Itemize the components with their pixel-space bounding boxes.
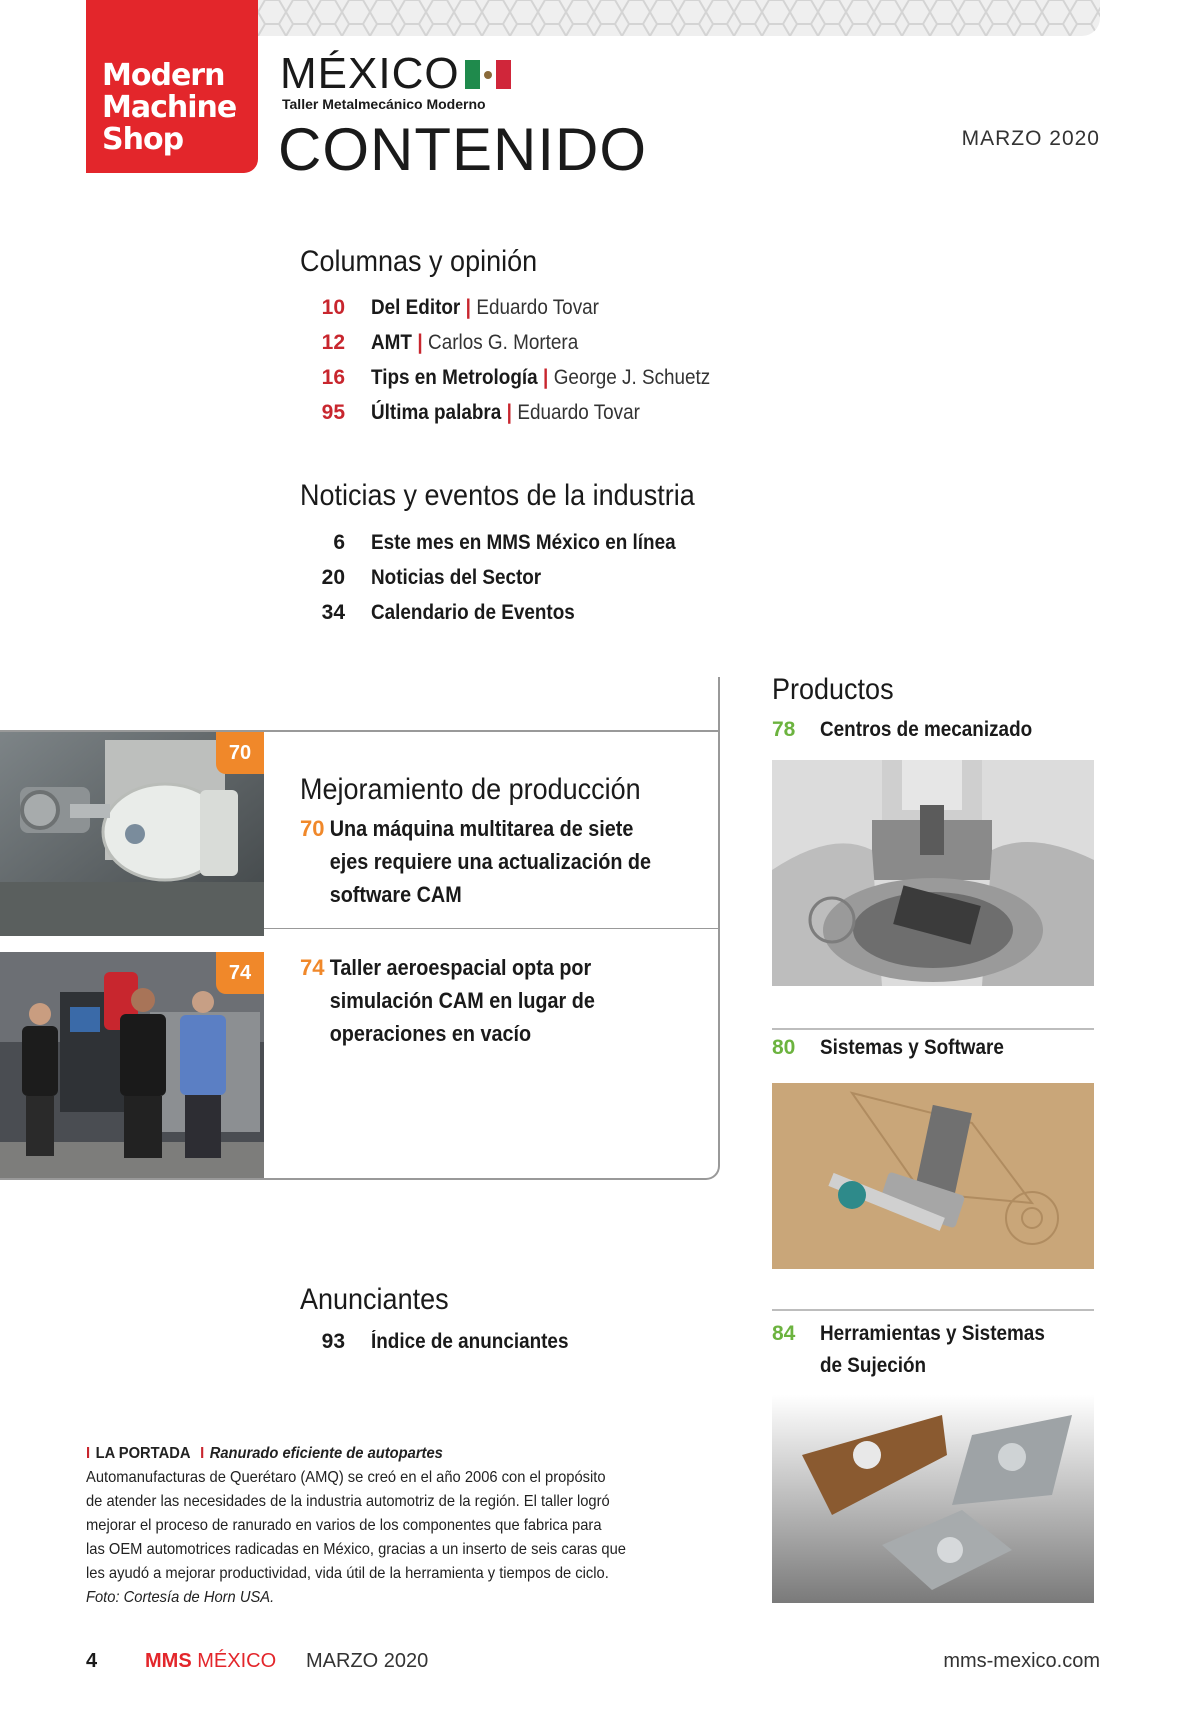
toc-page-number: 6 — [333, 531, 345, 554]
toc-title-text: AMT — [371, 331, 412, 354]
edition-title: MÉXICO — [280, 49, 460, 98]
product-item[interactable] — [772, 1318, 1070, 1382]
product-divider — [772, 1309, 1094, 1311]
product-photo-software[interactable] — [772, 1083, 1094, 1269]
toc-author: Eduardo Tovar — [476, 296, 599, 319]
cover-label: LA PORTADA — [95, 1445, 191, 1462]
toc-page-number: 16 — [321, 366, 345, 389]
separator: | — [465, 296, 471, 319]
cover-caption-line: mejorar el proceso de ranurado en varios de los componentes que fabrica para — [86, 1517, 602, 1534]
logo-line: Machine — [102, 90, 237, 125]
footer-brand-country: MÉXICO — [197, 1650, 277, 1672]
frame-divider — [718, 677, 720, 732]
modern-machine-shop-logo[interactable] — [86, 0, 258, 173]
separator: | — [506, 401, 512, 424]
feature-item[interactable] — [300, 812, 700, 911]
toc-page-number: 93 — [321, 1330, 345, 1353]
toc-author: Eduardo Tovar — [517, 401, 640, 424]
toc-page-number: 10 — [321, 296, 345, 319]
toc-item-title: Índice de anunciantes — [371, 1330, 569, 1353]
toc-title-text: Última palabra — [371, 401, 502, 424]
separator: | — [543, 366, 549, 389]
separator: | — [417, 331, 423, 354]
logo-line: Shop — [102, 122, 184, 157]
page-badge: 74 — [216, 952, 264, 994]
toc-item[interactable] — [300, 566, 560, 596]
product-title: Centros de mecanizado — [820, 718, 1033, 741]
product-divider — [772, 1028, 1094, 1030]
toc-item[interactable] — [300, 1330, 590, 1360]
caption-marker: I — [86, 1445, 91, 1462]
toc-item-title — [371, 401, 640, 425]
feature-title: Una máquina multitarea de siete ejes requiere una actualización de software CAM — [329, 816, 652, 907]
toc-title-text: Tips en Metrología — [371, 366, 538, 389]
feature-photo-machine[interactable] — [0, 732, 264, 936]
product-photo-machining-center[interactable] — [772, 760, 1094, 986]
toc-item-title: Este mes en MMS México en línea — [371, 531, 676, 554]
mexico-flag-icon — [465, 60, 511, 89]
cover-caption-line: les ayudó a mejorar productividad, vida útil de la herramienta y tiempos de ciclo. — [86, 1565, 609, 1582]
toc-page-number: 12 — [321, 331, 345, 354]
page-number: 4 — [86, 1650, 98, 1672]
toc-author: Carlos G. Mortera — [428, 331, 579, 354]
footer-date: MARZO 2020 — [306, 1650, 429, 1672]
section-title-mejoramiento: Mejoramiento de producción — [300, 773, 641, 806]
edition-subtitle: Taller Metalmecánico Moderno — [282, 96, 486, 112]
cover-caption-title: Ranurado eficiente de autopartes — [209, 1445, 443, 1462]
page-badge: 70 — [216, 732, 264, 774]
page-title: CONTENIDO — [278, 116, 647, 183]
section-title-columnas: Columnas y opinión — [300, 245, 538, 278]
section-title-noticias: Noticias y eventos de la industria — [300, 479, 695, 512]
footer-website-link[interactable]: mms-mexico.com — [943, 1650, 1100, 1672]
toc-page-number: 74 — [300, 955, 325, 980]
toc-item[interactable] — [300, 601, 597, 631]
toc-item-title: Calendario de Eventos — [371, 601, 575, 624]
toc-item-title — [371, 296, 599, 320]
footer-brand-name: MMS — [145, 1650, 192, 1672]
caption-marker: I — [200, 1445, 205, 1462]
toc-item[interactable] — [300, 366, 748, 396]
cover-caption-line: Automanufacturas de Querétaro (AMQ) se creó en el año 2006 con el propósito — [86, 1469, 606, 1486]
product-title: Sistemas y Software — [820, 1036, 1004, 1059]
photo-credit: Foto: Cortesía de Horn USA. — [86, 1589, 275, 1606]
toc-author: George J. Schuetz — [553, 366, 711, 389]
toc-title-text: Del Editor — [371, 296, 461, 319]
logo-line: Modern — [102, 58, 225, 93]
toc-page-number: 70 — [300, 816, 325, 841]
cover-caption — [86, 1442, 686, 1610]
cover-caption-heading — [86, 1442, 638, 1466]
toc-item-title — [371, 366, 710, 390]
header-pattern-band — [258, 0, 1100, 36]
product-item[interactable] — [772, 1036, 1024, 1060]
toc-item[interactable] — [300, 531, 709, 561]
toc-item-title — [371, 331, 578, 355]
feature-item[interactable] — [300, 951, 700, 1050]
feature-photo-team[interactable] — [0, 952, 264, 1178]
issue-date: MARZO 2020 — [961, 127, 1100, 150]
toc-page-number: 95 — [321, 401, 345, 424]
product-item[interactable] — [772, 718, 1056, 742]
feature-title: Taller aeroespacial opta por simulación CAM en lugar de operaciones en vacío — [329, 955, 595, 1046]
cover-caption-line: las OEM automotrices radicadas en México, gracias a un inserto de seis caras que — [86, 1541, 626, 1558]
cover-caption-line: de atender las necesidades de la industria automotriz de la región. El taller logró — [86, 1493, 610, 1510]
toc-item[interactable] — [300, 331, 601, 361]
toc-page-number: 84 — [772, 1322, 796, 1345]
toc-page-number: 78 — [772, 718, 796, 741]
toc-page-number: 34 — [321, 601, 345, 624]
section-title-anunciantes: Anunciantes — [300, 1283, 449, 1316]
toc-item[interactable] — [300, 401, 670, 431]
section-title-productos: Productos — [772, 673, 894, 706]
product-photo-inserts[interactable] — [772, 1395, 1094, 1603]
toc-page-number: 80 — [772, 1036, 796, 1059]
toc-item[interactable] — [300, 296, 624, 326]
toc-page-number: 20 — [321, 566, 345, 589]
footer-brand — [145, 1650, 276, 1673]
product-title: Herramientas y Sistemas de Sujeción — [820, 1322, 1045, 1377]
toc-item-title: Noticias del Sector — [371, 566, 542, 589]
frame-divider — [264, 928, 720, 929]
